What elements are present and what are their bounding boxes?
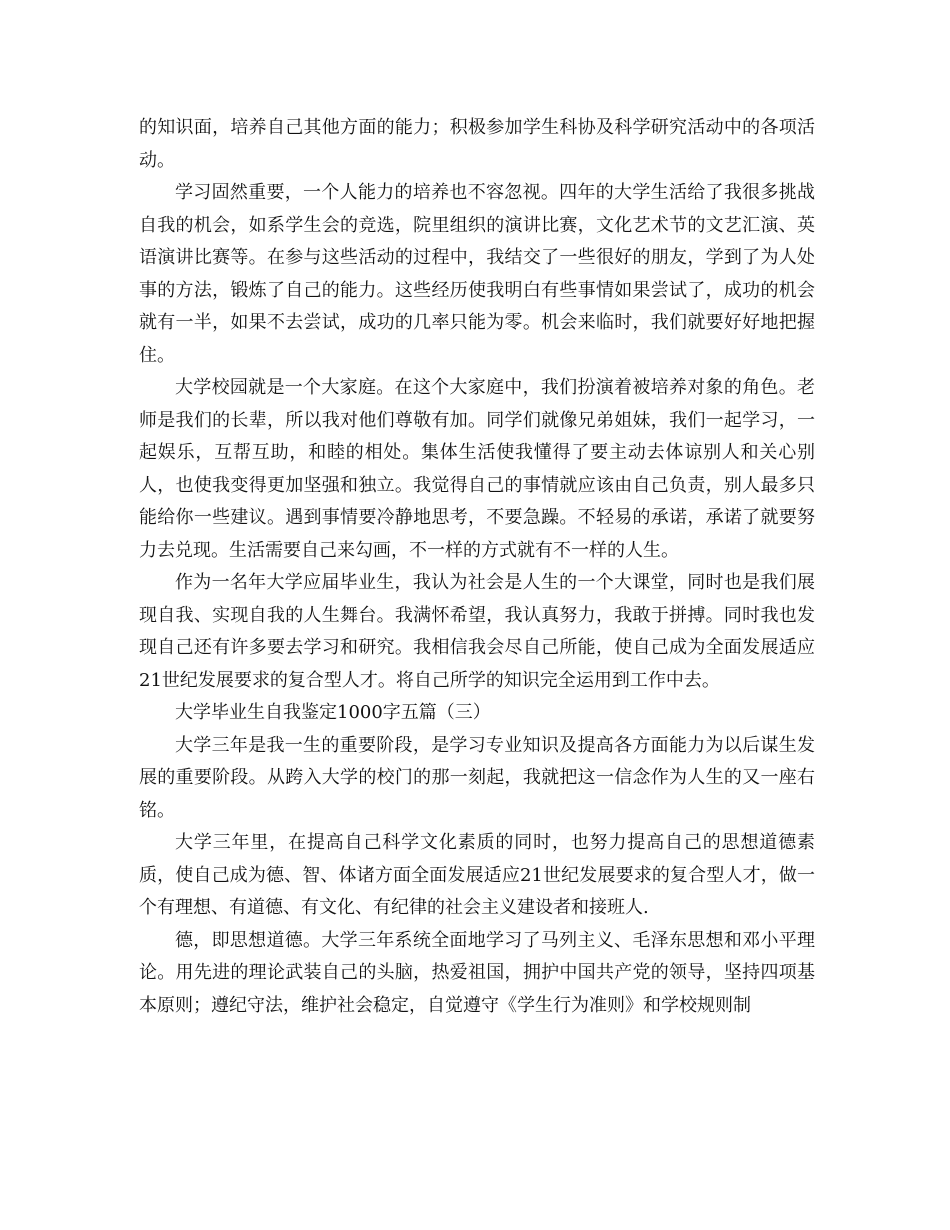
paragraph-quality-improvement: 大学三年里，在提高自己科学文化素质的同时，也努力提高自己的思想道德素质，使自己成为德、智、体诸方面全面发展适应21世纪发展要求的复合型人才，做一个有理想、有道德、有文化、有纪律的社会主义建设者和接班人. <box>139 832 815 918</box>
document-page <box>139 112 815 1022</box>
paragraph-graduate-outlook: 作为一名年大学应届毕业生，我认为社会是人生的一个大课堂，同时也是我们展现自我、实现自我的人生舞台。我满怀希望，我认真努力，我敢于拼搏。同时我也发现自己还有许多要去学习和研究。我相信我会尽自己所能，使自己成为全面发展适应21世纪发展要求的复合型人才。将自己所学的知识完全运用到工作中去。 <box>139 572 815 691</box>
paragraph-campus-family: 大学校园就是一个大家庭。在这个大家庭中，我们扮演着被培养对象的角色。老师是我们的长辈，所以我对他们尊敬有加。同学们就像兄弟姐妹，我们一起学习，一起娱乐，互帮互助，和睦的相处。集体生活使我懂得了要主动去体谅别人和关心别人，也使我变得更加坚强和独立。我觉得自己的事情就应该由自己负责，别人最多只能给你一些建议。遇到事情要冷静地思考，不要急躁。不轻易的承诺，承诺了就要努力去兑现。生活需要自己来勾画，不一样的方式就有不一样的人生。 <box>139 377 815 561</box>
paragraph-moral-education: 德，即思想道德。大学三年系统全面地学习了马列主义、毛泽东思想和邓小平理论。用先进的理论武装自己的头脑，热爱祖国，拥护中国共产党的领导，坚持四项基本原则；遵纪守法，维护社会稳定，自觉遵守《学生行为准则》和学校规则制 <box>139 929 815 1016</box>
paragraph-three-years-intro: 大学三年是我一生的重要阶段，是学习专业知识及提高各方面能力为以后谋生发展的重要阶段。从跨入大学的校门的那一刻起，我就把这一信念作为人生的又一座右铭。 <box>139 734 815 821</box>
paragraph-ability-training: 学习固然重要，一个人能力的培养也不容忽视。四年的大学生活给了我很多挑战自我的机会，如系学生会的竞选，院里组织的演讲比赛，文化艺术节的文艺汇演、英语演讲比赛等。在参与这些活动的过程中，我结交了一些很好的朋友，学到了为人处事的方法，锻炼了自己的能力。这些经历使我明白有些事情如果尝试了，成功的机会就有一半，如果不去尝试，成功的几率只能为零。机会来临时，我们就要好好地把握住。 <box>139 182 815 366</box>
paragraph-continuation: 的知识面，培养自己其他方面的能力；积极参加学生科协及科学研究活动中的各项活动。 <box>139 117 815 171</box>
section-heading: 大学毕业生自我鉴定1000字五篇（三） <box>175 702 491 723</box>
